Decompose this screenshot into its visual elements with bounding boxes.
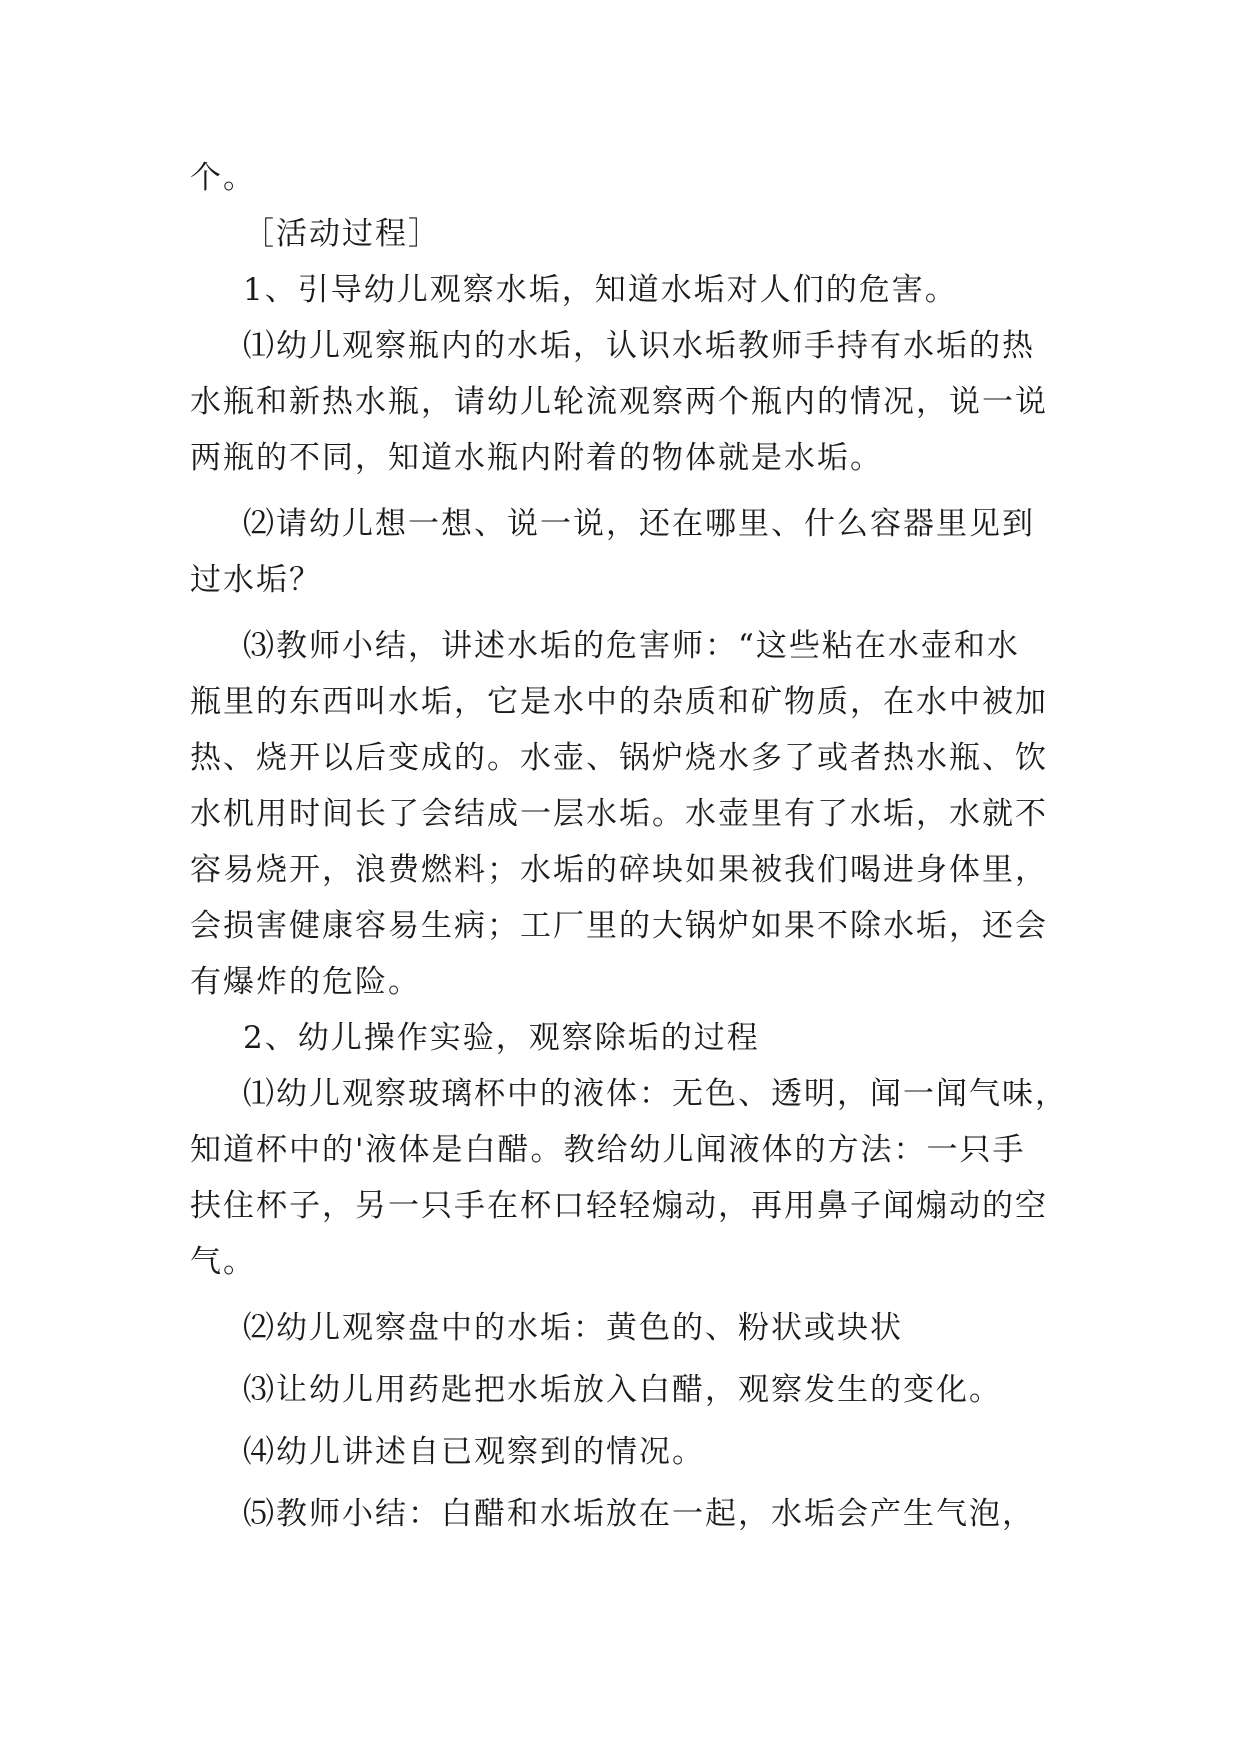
text-line: 容易烧开，浪费燃料；水垢的碎块如果被我们喝进身体里， (190, 852, 1048, 888)
text-line: ⑴幼儿观察玻璃杯中的液体：无色、透明，闻一闻气味， (243, 1076, 1068, 1112)
text-line: 过水垢？ (190, 562, 322, 598)
step-heading: 2、幼儿操作实验，观察除垢的过程 (243, 1020, 760, 1056)
section-heading: ［活动过程］ (243, 216, 441, 252)
text-line: ⑷幼儿讲述自已观察到的情况。 (243, 1434, 705, 1470)
text-line: 有爆炸的危险。 (190, 964, 421, 1000)
text-line: ⑴幼儿观察瓶内的水垢，认识水垢教师手持有水垢的热 (243, 328, 1035, 364)
text-line: ⑶教师小结，讲述水垢的危害师：“这些粘在水壶和水 (243, 628, 1020, 664)
text-line: 水瓶和新热水瓶，请幼儿轮流观察两个瓶内的情况，说一说 (190, 384, 1048, 420)
text-line: 水机用时间长了会结成一层水垢。水壶里有了水垢，水就不 (190, 796, 1048, 832)
text-line: ⑸教师小结：白醋和水垢放在一起，水垢会产生气泡， (243, 1496, 1035, 1532)
text-line: 热、烧开以后变成的。水壶、锅炉烧水多了或者热水瓶、饮 (190, 740, 1048, 776)
text-line: ⑵请幼儿想一想、说一说，还在哪里、什么容器里见到 (243, 506, 1035, 542)
text-line: 两瓶的不同，知道水瓶内附着的物体就是水垢。 (190, 440, 883, 476)
text-line: ⑵幼儿观察盘中的水垢：黄色的、粉状或块状 (243, 1310, 903, 1346)
text-line: ⑶让幼儿用药匙把水垢放入白醋，观察发生的变化。 (243, 1372, 1002, 1408)
text-line: 扶住杯子，另一只手在杯口轻轻煽动，再用鼻子闻煽动的空 (190, 1188, 1048, 1224)
text-line: 知道杯中的'液体是白醋。教给幼儿闻液体的方法：一只手 (190, 1132, 1026, 1168)
text-line: 瓶里的东西叫水垢，它是水中的杂质和矿物质，在水中被加 (190, 684, 1048, 720)
step-heading: 1、引导幼儿观察水垢，知道水垢对人们的危害。 (243, 272, 958, 308)
text-line: 会损害健康容易生病；工厂里的大锅炉如果不除水垢，还会 (190, 908, 1048, 944)
text-line: 气。 (190, 1244, 256, 1280)
text-line: 个。 (190, 160, 256, 196)
